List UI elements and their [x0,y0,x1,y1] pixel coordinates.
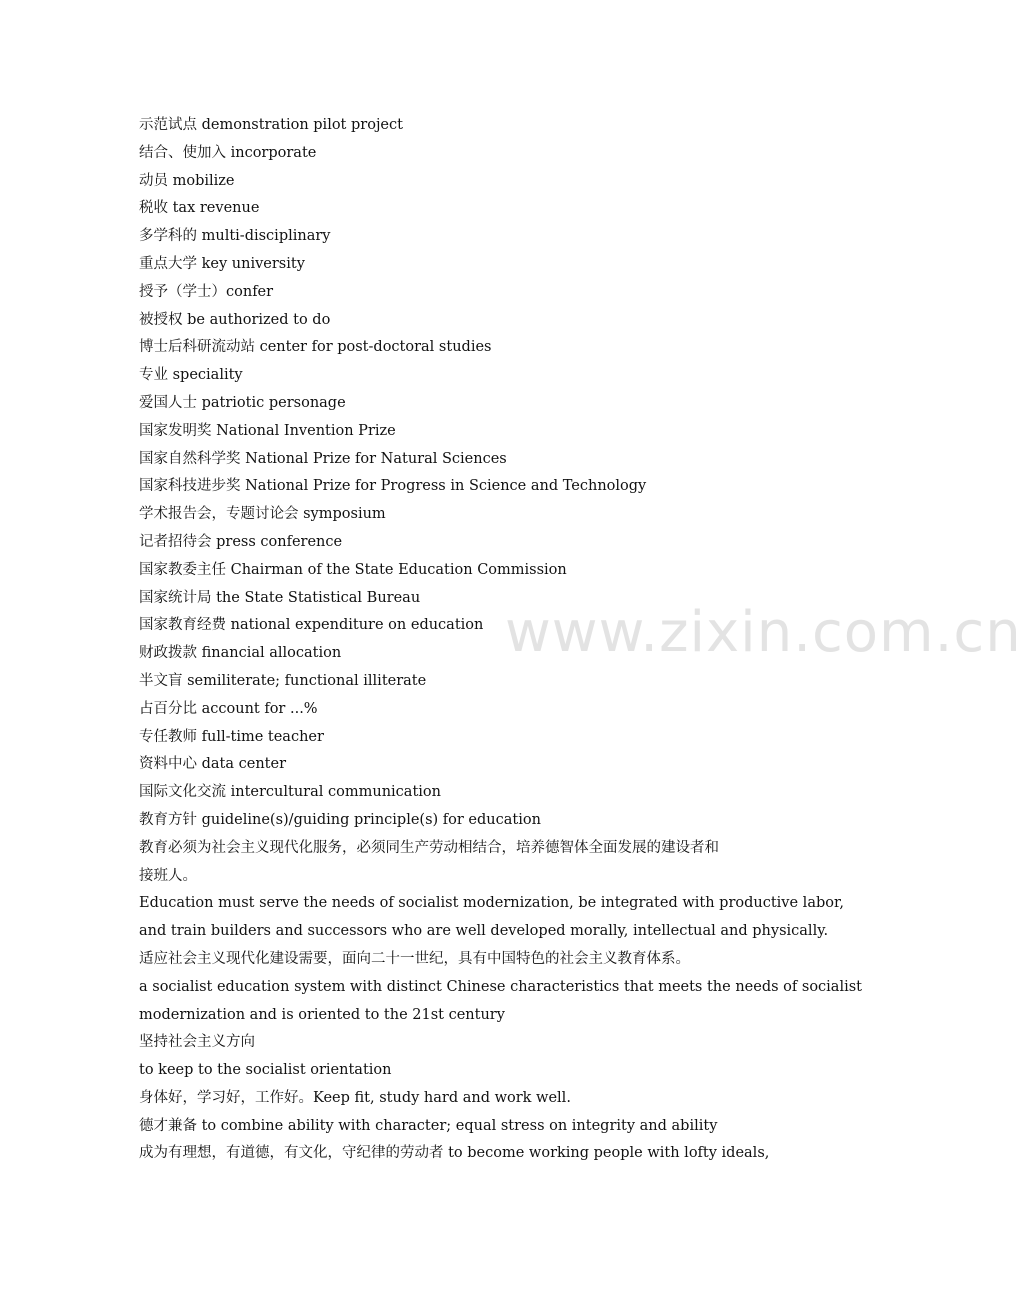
glossary-text [139,112,862,1168]
text-line: 重点大学 key university [139,255,305,272]
text-line: 国家统计局 the State Statistical Bureau [139,589,421,606]
text-line: 专业 speciality [139,367,243,384]
text-line: 资料中心 data center [139,756,286,773]
text-line: 适应社会主义现代化建设需要，面向二十一世纪，具有中国特色的社会主义教育体系。 [139,950,690,967]
text-line: 学术报告会，专题讨论会 symposium [139,506,386,523]
text-line: 博士后科研流动站 center for post-doctoral studies [139,339,492,356]
text-line: 国家科技进步奖 National Prize for Progress in Science and Technology [139,478,647,495]
text-line: to keep to the socialist orientation [139,1062,392,1079]
text-line: 占百分比 account for ...% [139,700,318,717]
text-line: and train builders and successors who are well developed morally, intellectual and physically. [139,923,829,940]
text-line: 国际文化交流 intercultural communication [139,784,441,801]
text-line: a socialist education system with distinct Chinese characteristics that meets the needs of socialist [139,978,862,995]
text-line: 爱国人士 patriotic personage [139,394,346,411]
text-line: 半文盲 semiliterate; functional illiterate [139,672,427,689]
text-line: 接班人。 [139,867,197,884]
text-line: 教育必须为社会主义现代化服务，必须同生产劳动相结合，培养德智体全面发展的建设者和 [139,839,719,856]
text-line: 多学科的 multi-disciplinary [139,228,331,245]
text-line: 教育方针 guideline(s)/guiding principle(s) for education [139,811,541,828]
text-line: 国家教育经费 national expenditure on education [139,617,484,634]
text-line: 国家自然科学奖 National Prize for Natural Sciences [139,450,507,467]
text-line: 德才兼备 to combine ability with character; equal stress on integrity and ability [139,1117,718,1134]
text-line: Education must serve the needs of socialist modernization, be integrated with productive labor, [139,895,844,912]
text-line: 税收 tax revenue [139,200,260,217]
text-line: 记者招待会 press conference [139,533,343,550]
text-line: 财政拨款 financial allocation [139,645,342,662]
text-line: modernization and is oriented to the 21st century [139,1006,505,1023]
text-line: 坚持社会主义方向 [139,1034,255,1051]
watermark: www.zixin.com.cn [505,600,1022,665]
text-line: 结合、使加入 incorporate [139,144,317,161]
text-line: 授予（学士）confer [139,283,274,300]
text-line: 专任教师 full-time teacher [139,728,324,745]
text-line: 被授权 be authorized to do [139,311,331,328]
text-line: 示范试点 demonstration pilot project [139,117,403,133]
text-line: 动员 mobilize [139,172,235,189]
text-line: 成为有理想，有道德，有文化，守纪律的劳动者 to become working people with lofty ideals, [139,1145,770,1162]
text-line: 国家发明奖 National Invention Prize [139,422,396,439]
text-line: 国家教委主任 Chairman of the State Education Commission [139,561,567,578]
text-line: 身体好，学习好，工作好。Keep fit, study hard and work well. [139,1089,571,1106]
